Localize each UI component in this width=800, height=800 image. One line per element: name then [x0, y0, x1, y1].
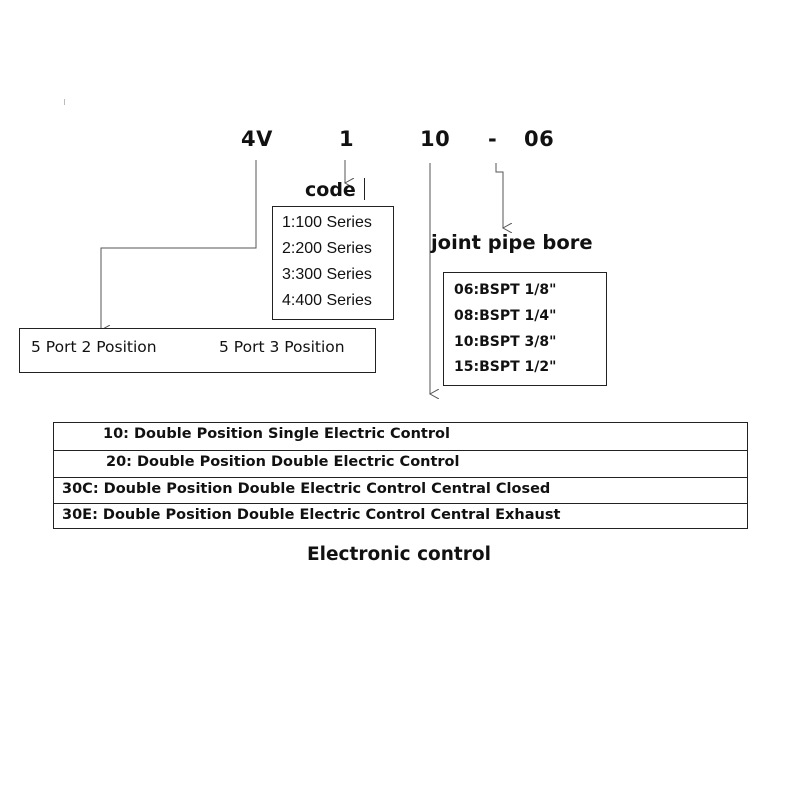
series-option: 2:200 Series — [282, 240, 372, 257]
bore-option: 06:BSPT 1/8" — [454, 282, 557, 298]
arrow-bore-code-to-heading — [496, 163, 503, 228]
control-option-row — [54, 423, 747, 450]
model-bore-code: 06 — [524, 127, 555, 151]
text-cursor — [364, 178, 365, 200]
control-option-row — [54, 503, 747, 530]
bore-options-box — [443, 272, 607, 386]
port-option: 5 Port 3 Position — [219, 338, 345, 356]
control-option-text: 10: Double Position Single Electric Control — [103, 426, 450, 442]
series-option: 3:300 Series — [282, 266, 372, 283]
joint-pipe-bore-heading: joint pipe bore — [431, 231, 593, 254]
bore-option: 08:BSPT 1/4" — [454, 308, 557, 324]
model-separator: - — [488, 127, 498, 151]
port-option: 5 Port 2 Position — [31, 338, 157, 356]
bore-option: 15:BSPT 1/2" — [454, 359, 557, 375]
arrow-4v-to-port — [101, 160, 256, 330]
model-control-code: 10 — [420, 127, 451, 151]
series-options-box — [272, 206, 394, 320]
control-option-text: 30C: Double Position Double Electric Control Central Closed — [62, 481, 551, 497]
control-option-row — [54, 450, 747, 477]
control-option-text: 30E: Double Position Double Electric Control Central Exhaust — [62, 507, 561, 523]
code-heading: code — [305, 179, 356, 201]
control-option-row — [54, 477, 747, 504]
electronic-control-caption: Electronic control — [307, 544, 491, 565]
port-options-box — [19, 328, 376, 373]
bore-option: 10:BSPT 3/8" — [454, 334, 557, 350]
control-option-text: 20: Double Position Double Electric Control — [106, 454, 460, 470]
series-option: 4:400 Series — [282, 292, 372, 309]
series-option: 1:100 Series — [282, 214, 372, 231]
control-options-table — [53, 422, 748, 529]
model-prefix: 4V — [241, 127, 273, 151]
model-series-digit: 1 — [339, 127, 355, 151]
